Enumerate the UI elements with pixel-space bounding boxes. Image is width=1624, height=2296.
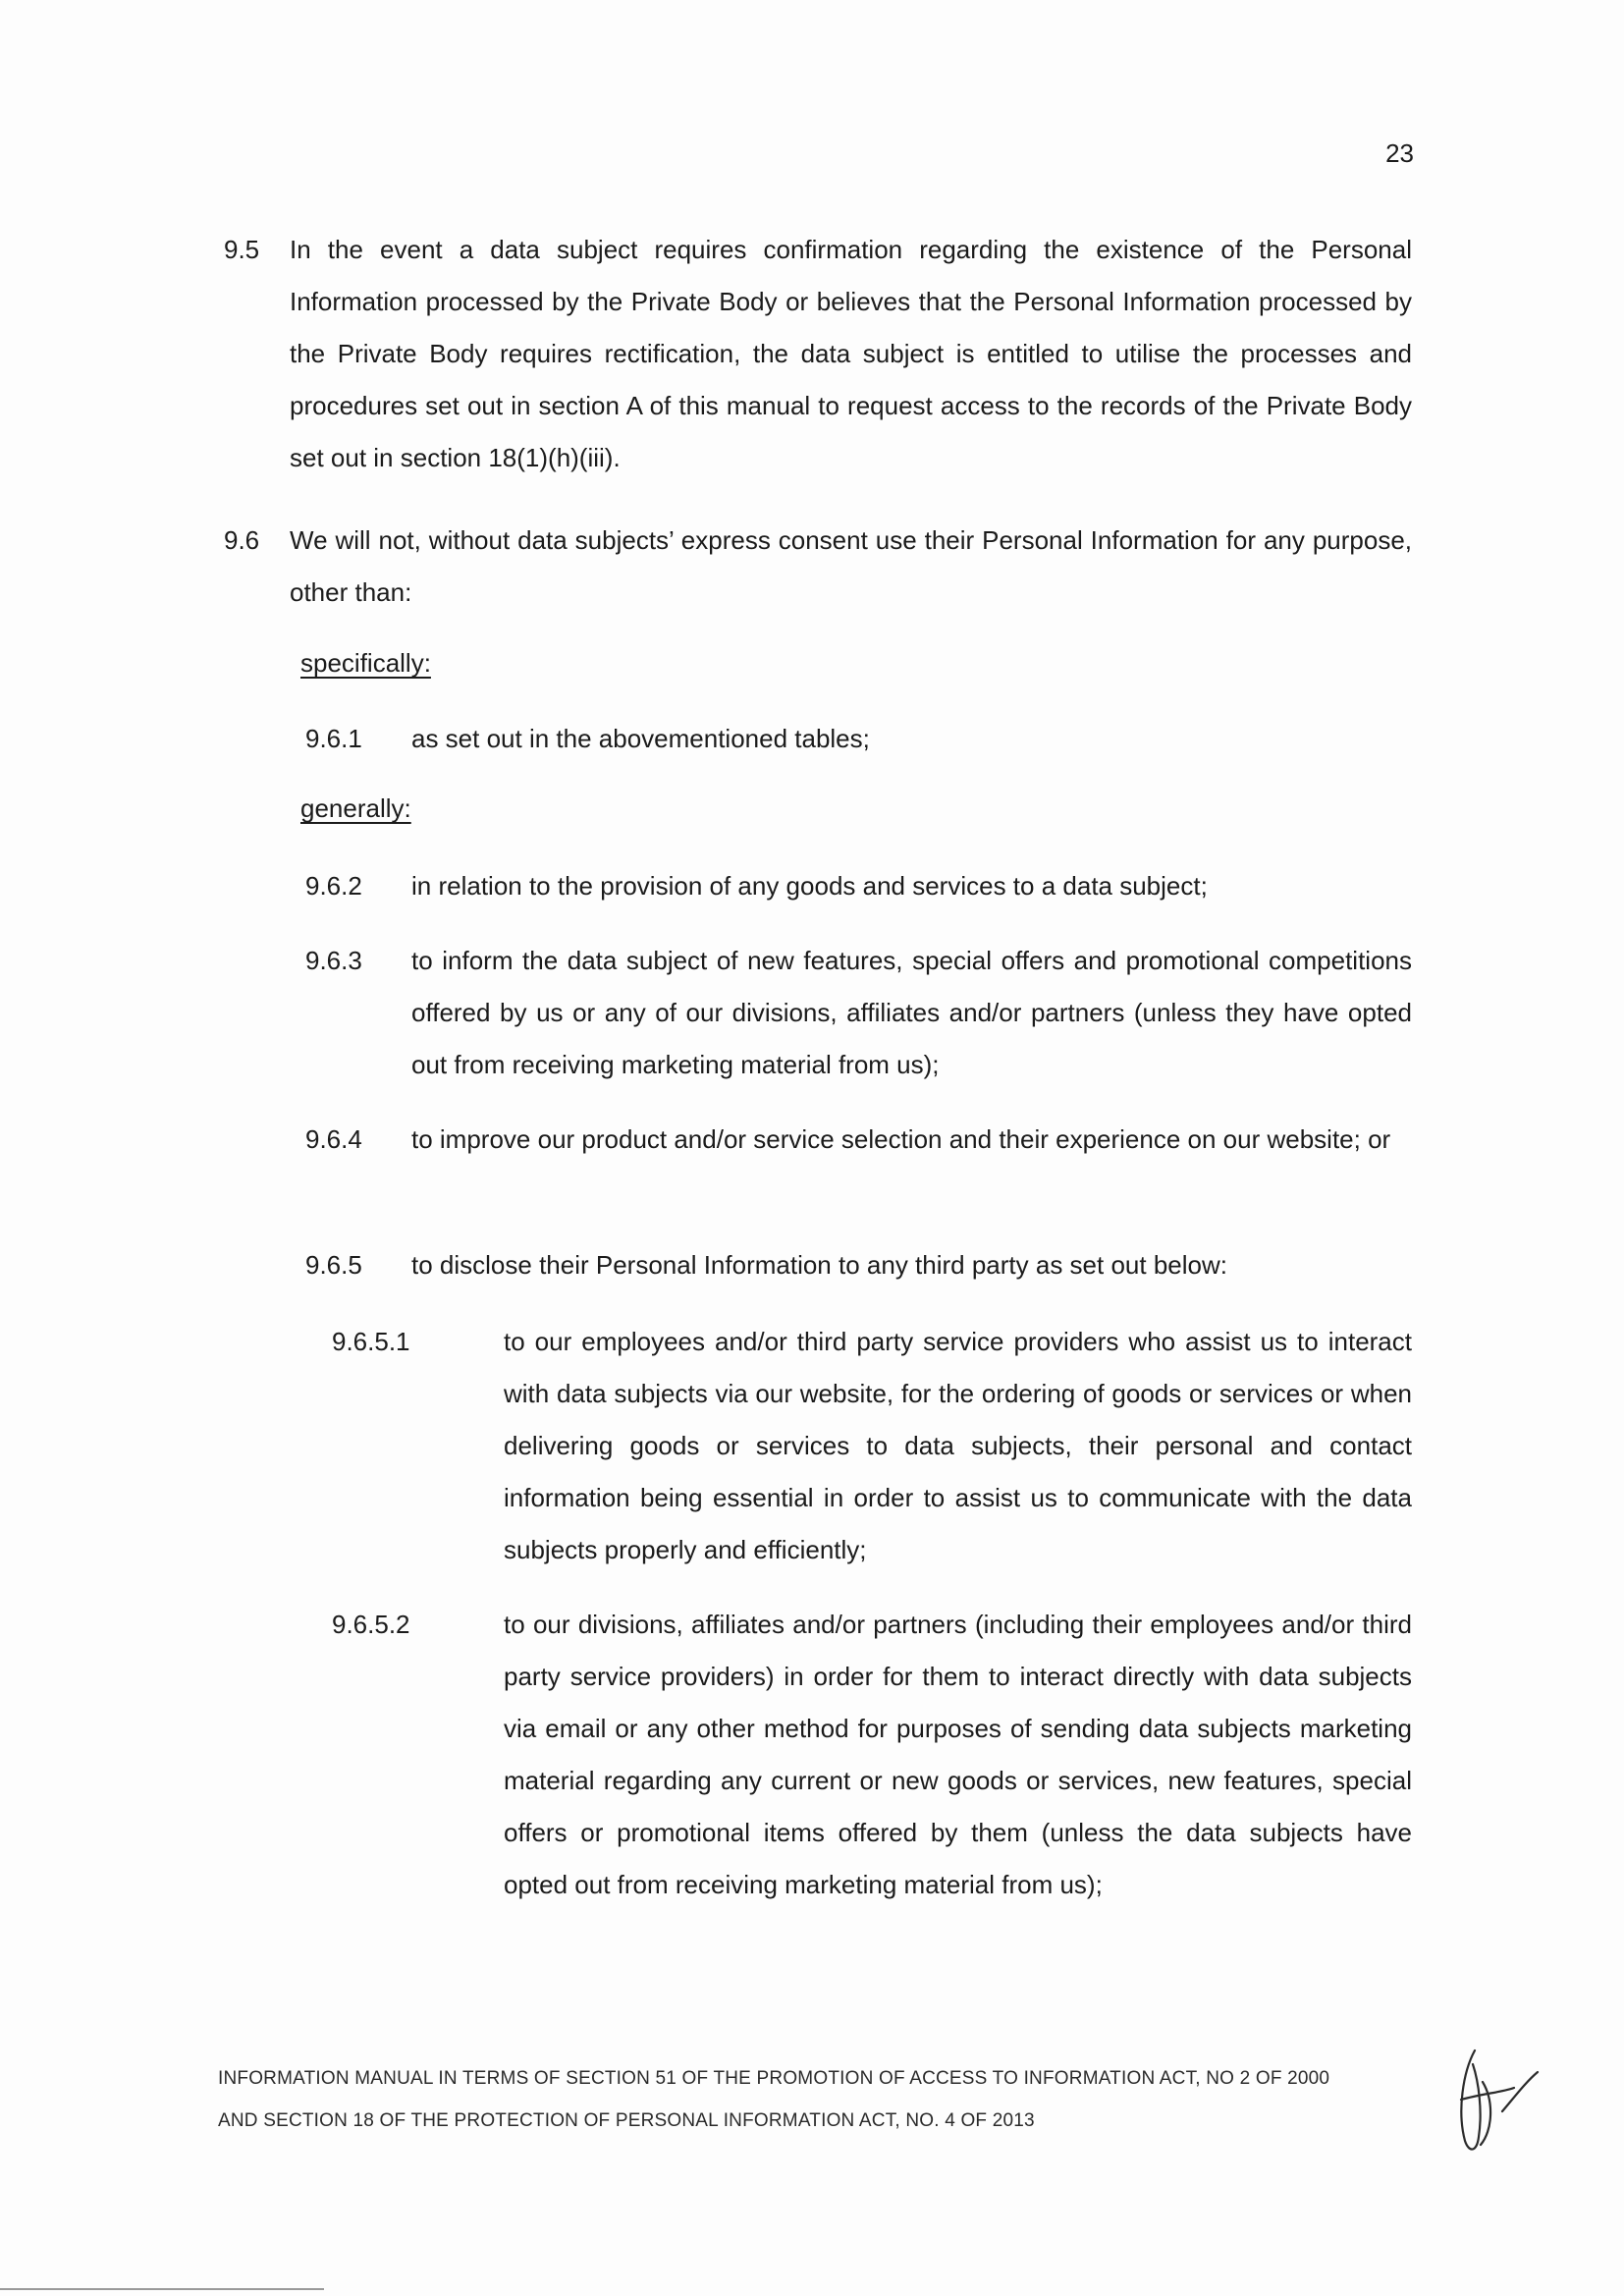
clause-text: to disclose their Personal Information to any third party as set out below: xyxy=(411,1250,1227,1280)
clause-number: 9.5 xyxy=(224,235,260,264)
clause-text: We will not, without data subjects’ express consent use their Personal Information for any purpose, other than: xyxy=(290,525,1412,607)
clause-text: in relation to the provision of any goods and services to a data subject; xyxy=(411,871,1208,901)
page-footer xyxy=(218,2057,1329,2142)
clause-number: 9.6.5 xyxy=(305,1250,362,1280)
clause-number: 9.6 xyxy=(224,525,260,555)
clause-number: 9.6.1 xyxy=(305,724,362,753)
subheading-specifically: specifically: xyxy=(300,648,431,678)
clause-number: 9.6.4 xyxy=(305,1124,362,1154)
clause-number: 9.6.2 xyxy=(305,871,362,901)
subheading-generally: generally: xyxy=(300,793,411,823)
clause-number: 9.6.5.1 xyxy=(332,1327,410,1356)
clause-number: 9.6.5.2 xyxy=(332,1610,410,1639)
clause-text: as set out in the abovementioned tables; xyxy=(411,724,870,753)
clause-text: to improve our product and/or service selection and their experience on our website; or xyxy=(411,1124,1391,1154)
footer-line-2: AND SECTION 18 OF THE PROTECTION OF PERSONAL INFORMATION ACT, NO. 4 OF 2013 xyxy=(218,2110,1035,2131)
handwritten-initials xyxy=(1443,2043,1542,2160)
clause-number: 9.6.3 xyxy=(305,946,362,975)
clause-text: to inform the data subject of new features, special offers and promotional competitions offered by us or any of our divisions, affiliates and/or partners (unless they have opted out from receiving marketing material from us); xyxy=(411,946,1412,1079)
clause-text: to our divisions, affiliates and/or partners (including their employees and/or third party service providers) in order for them to interact directly with data subjects via email or any other method for purposes of sending data subjects marketing material regarding any current or new goods or services, new features, special offers or promotional items offered by them (unless the data subjects have opted out from receiving marketing material from us); xyxy=(504,1610,1412,1899)
bottom-rule xyxy=(0,2288,324,2290)
clause-text: In the event a data subject requires confirmation regarding the existence of the Personal Information processed by the Private Body or believes that the Personal Information processed by the Private Body requires rectification, the data subject is entitled to utilise the processes and procedures set out in section A of this manual to request access to the records of the Private Body set out in section 18(1)(h)(iii). xyxy=(290,235,1412,472)
footer-line-1: INFORMATION MANUAL IN TERMS OF SECTION 51 OF THE PROMOTION OF ACCESS TO INFORMATION ACT, NO 2 OF 2000 xyxy=(218,2068,1330,2089)
clause-text: to our employees and/or third party service providers who assist us to interact with data subjects via our website, for the ordering of goods or services or when delivering goods or services to data subjects, their personal and contact information being essential in order to assist us to communicate with the data subjects properly and efficiently; xyxy=(504,1327,1412,1564)
page-number: 23 xyxy=(1385,138,1414,168)
